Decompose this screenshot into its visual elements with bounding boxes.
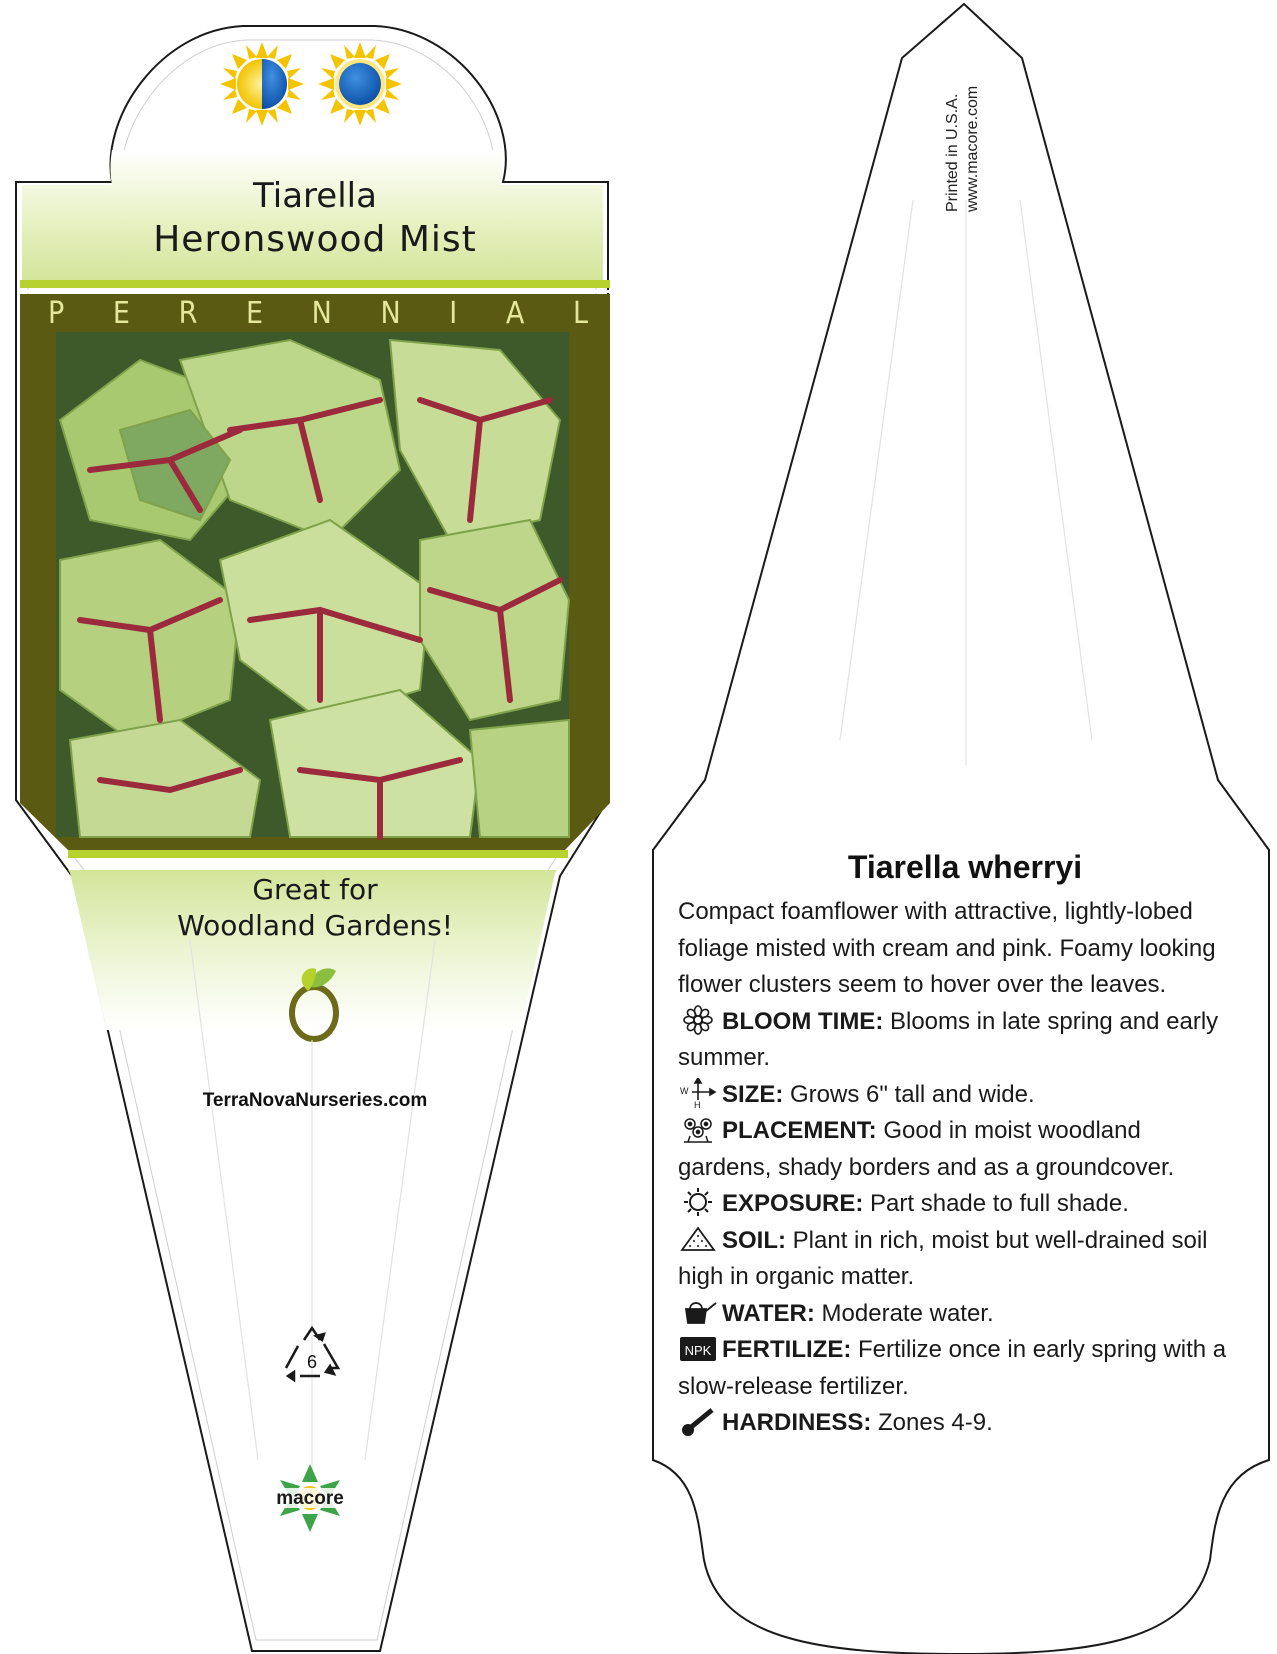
detail-label: FERTILIZE:: [722, 1336, 852, 1363]
care-description: [678, 894, 1238, 1442]
plant-variety: Heronswood Mist: [153, 219, 477, 260]
printed-in-note: [943, 86, 983, 212]
scientific-name: Tiarella wherryi: [847, 849, 1083, 885]
detail-text: Blooms in late spring and early summer.: [678, 1007, 1219, 1071]
thermometer-icon: [678, 1406, 718, 1436]
category-letter: E: [112, 296, 130, 331]
detail-text: Grows 6" tall and wide.: [790, 1080, 1035, 1108]
size-arrows-icon: [678, 1078, 718, 1108]
detail-label: EXPOSURE:: [722, 1190, 864, 1217]
detail-text: Fertilize once in early spring with a slow-release fertilizer.: [678, 1336, 1227, 1400]
detail-fertilize: [678, 1332, 1238, 1405]
npk-fertilizer-icon: [678, 1333, 718, 1363]
size-w-label: W: [680, 1085, 689, 1096]
nursery-website: TerraNovaNurseries.com: [202, 1090, 428, 1111]
detail-text: Plant in rich, moist but well-drained soil high in organic matter.: [678, 1226, 1208, 1290]
detail-text: Part shade to full shade.: [870, 1190, 1129, 1217]
detail-label: HARDINESS:: [722, 1409, 872, 1436]
recycle-number: 6: [306, 1352, 317, 1372]
plant-photo: [56, 332, 569, 837]
detail-text: Zones 4-9.: [878, 1409, 993, 1436]
detail-text: Moderate water.: [821, 1299, 994, 1327]
category-letter: N: [380, 296, 401, 331]
flower-icon: [678, 1005, 718, 1035]
category-letter: E: [245, 296, 264, 331]
printed-line-2: www.macore.com: [964, 85, 981, 212]
soil-pile-icon: [678, 1224, 718, 1254]
detail-label: WATER:: [722, 1299, 815, 1327]
npk-label: NPK: [684, 1343, 712, 1358]
detail-label: SIZE:: [722, 1080, 784, 1108]
detail-water: [678, 1296, 1238, 1333]
detail-bloom-time: [678, 1004, 1238, 1077]
tagline: [20, 872, 610, 944]
part-sun-icon: [220, 42, 304, 126]
size-h-label: H: [694, 1099, 701, 1108]
category-letter: L: [572, 296, 588, 331]
watering-can-icon: [678, 1297, 718, 1327]
detail-hardiness: [678, 1405, 1238, 1442]
sun-outline-icon: [678, 1187, 718, 1217]
printed-line-1: Printed in U.S.A.: [944, 93, 961, 212]
tagline-line-1: Great for: [252, 873, 378, 906]
detail-soil: [678, 1223, 1238, 1296]
detail-text: Good in moist woodland gardens, shady borders and as a groundcover.: [678, 1117, 1175, 1181]
detail-label: SOIL:: [722, 1226, 786, 1254]
plant-category: [48, 296, 588, 331]
detail-size: [678, 1077, 1238, 1114]
category-letter: I: [449, 296, 458, 331]
placement-plants-icon: [678, 1114, 718, 1144]
category-letter: A: [505, 296, 525, 331]
macore-logo-text: macore: [276, 1488, 344, 1509]
category-letter: P: [48, 296, 65, 331]
detail-placement: [678, 1113, 1238, 1186]
full-shade-icon: [318, 42, 402, 126]
tagline-line-2: Woodland Gardens!: [177, 909, 453, 942]
category-letter: R: [178, 296, 198, 331]
detail-exposure: [678, 1186, 1238, 1223]
description-text: Compact foamflower with attractive, lightly-lobed foliage misted with cream and pink. Foamy looking flower clusters seem to hover over the leaves.: [678, 898, 1216, 998]
detail-label: BLOOM TIME:: [722, 1007, 884, 1035]
plant-genus: Tiarella: [253, 176, 377, 216]
category-letter: N: [311, 296, 332, 331]
detail-label: PLACEMENT:: [722, 1117, 877, 1144]
